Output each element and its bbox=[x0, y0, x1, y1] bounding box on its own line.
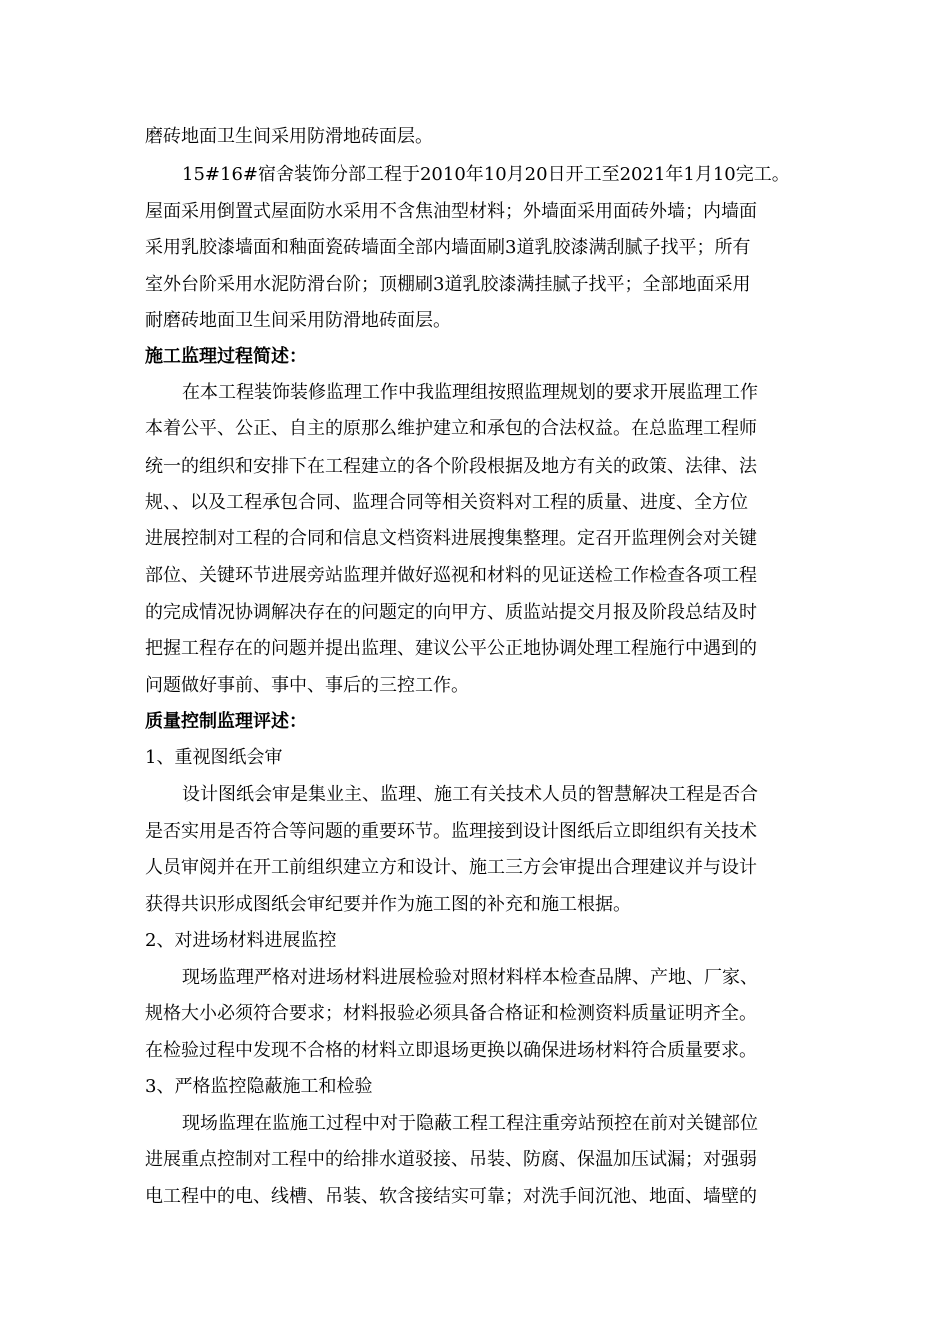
subsection-heading: 2、对进场材料进展监控 bbox=[145, 930, 337, 951]
paragraph-line: 磨砖地面卫生间采用防滑地砖面层。 bbox=[145, 126, 433, 147]
section-heading: 施工监理过程简述： bbox=[145, 346, 307, 367]
paragraph-line: 屋面采用倒置式屋面防水采用不含焦油型材料；外墙面采用面砖外墙；内墙面 bbox=[145, 201, 757, 222]
paragraph-line: 把握工程存在的问题并提出监理、建议公平公正地协调处理工程施行中遇到的 bbox=[145, 638, 757, 659]
paragraph-line: 是否实用是否符合等问题的重要环节。监理接到设计图纸后立即组织有关技术 bbox=[145, 821, 757, 842]
paragraph-line: 耐磨砖地面卫生间采用防滑地砖面层。 bbox=[145, 310, 451, 331]
paragraph-line: 规、、以及工程承包合同、监理合同等相关资料对工程的质量、进度、全方位 bbox=[145, 492, 748, 513]
paragraph-line: 进展重点控制对工程中的给排水道驳接、吊装、防腐、保温加压试漏；对强弱 bbox=[145, 1149, 757, 1170]
section-heading: 质量控制监理评述： bbox=[145, 711, 307, 732]
paragraph-line: 在本工程装饰装修监理工作中我监理组按照监理规划的要求开展监理工作 bbox=[182, 382, 758, 403]
paragraph-line: 本着公平、公正、自主的原那么维护建立和承包的合法权益。在总监理工程师 bbox=[145, 418, 757, 439]
paragraph-line: 电工程中的电、线槽、吊装、软含接结实可靠；对洗手间沉池、地面、墙壁的 bbox=[145, 1186, 757, 1207]
paragraph-line: 进展控制对工程的合同和信息文档资料进展搜集整理。定召开监理例会对关键 bbox=[145, 528, 757, 549]
subsection-heading: 3、严格监控隐蔽施工和检验 bbox=[145, 1076, 373, 1097]
paragraph-line: 规格大小必须符合要求；材料报验必须具备合格证和检测资料质量证明齐全。 bbox=[145, 1003, 757, 1024]
paragraph-line: 采用乳胶漆墙面和釉面瓷砖墙面全部内墙面刷3道乳胶漆满刮腻子找平；所有 bbox=[145, 237, 751, 258]
subsection-heading: 1、重视图纸会审 bbox=[145, 747, 283, 768]
paragraph-line: 室外台阶采用水泥防滑台阶；顶棚刷3道乳胶漆满挂腻子找平；全部地面采用 bbox=[145, 274, 751, 295]
paragraph-line: 部位、关键环节进展旁站监理并做好巡视和材料的见证送检工作检查各项工程 bbox=[145, 565, 757, 586]
paragraph-line: 现场监理在监施工过程中对于隐蔽工程工程注重旁站预控在前对关键部位 bbox=[182, 1113, 758, 1134]
paragraph-line: 设计图纸会审是集业主、监理、施工有关技术人员的智慧解决工程是否合 bbox=[182, 784, 758, 805]
paragraph-line: 人员审阅并在开工前组织建立方和设计、施工三方会审提出合理建议并与设计 bbox=[145, 857, 757, 878]
paragraph-line: 现场监理严格对进场材料进展检验对照材料样本检查品牌、产地、厂家、 bbox=[182, 967, 758, 988]
paragraph-line: 在检验过程中发现不合格的材料立即退场更换以确保进场材料符合质量要求。 bbox=[145, 1040, 757, 1061]
paragraph-line: 问题做好事前、事中、事后的三控工作。 bbox=[145, 675, 469, 696]
paragraph-line: 统一的组织和安排下在工程建立的各个阶段根据及地方有关的政策、法律、法 bbox=[145, 456, 757, 477]
paragraph-line: 15#16#宿舍装饰分部工程于2010年10月20日开工至2021年1月10完工。 bbox=[182, 164, 790, 185]
paragraph-line: 的完成情况协调解决存在的问题定的向甲方、质监站提交月报及阶段总结及时 bbox=[145, 602, 757, 623]
paragraph-line: 获得共识形成图纸会审纪要并作为施工图的补充和施工根据。 bbox=[145, 894, 631, 915]
